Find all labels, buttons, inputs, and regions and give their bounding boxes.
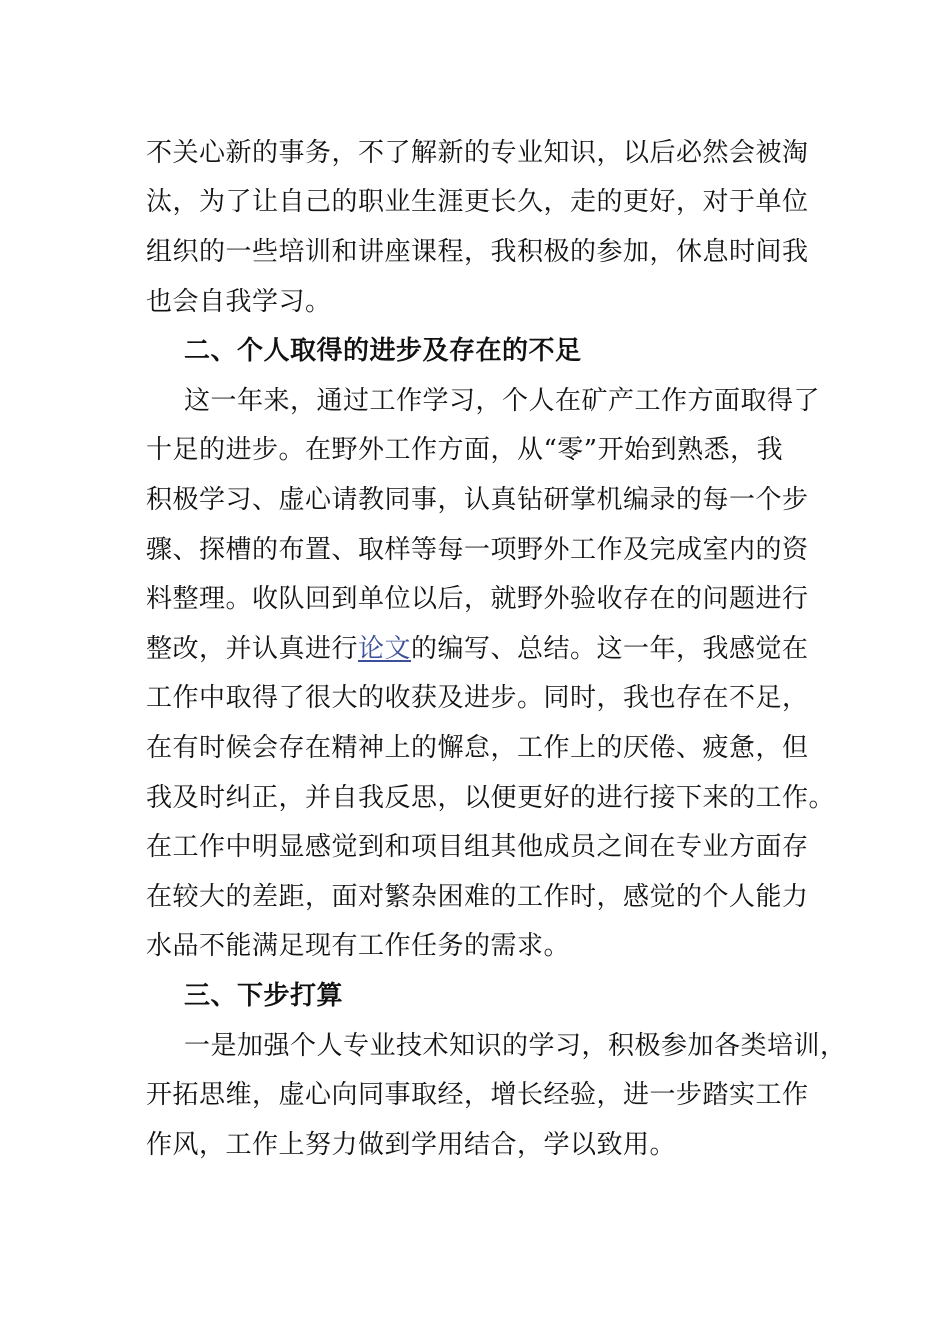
paragraph-line: 在工作中明显感觉到和项目组其他成员之间在专业方面存 [146, 832, 809, 862]
paragraph-line: 一是加强个人专业技术知识的学习，积极参加各类培训， [184, 1031, 847, 1061]
paragraph-line-with-link [146, 633, 809, 665]
paragraph-line: 骤、探槽的布置、取样等每一项野外工作及完成室内的资 [146, 535, 809, 565]
paragraph-line: 水品不能满足现有工作任务的需求。 [146, 931, 571, 961]
section-heading-2: 二、个人取得的进步及存在的不足 [184, 336, 582, 366]
paragraph-line: 料整理。收队回到单位以后，就野外验收存在的问题进行 [146, 584, 809, 614]
paragraph-line: 我及时纠正，并自我反思，以便更好的进行接下来的工作。 [146, 783, 836, 813]
link-prefix-text: 整改，并认真进行 [146, 634, 359, 664]
paragraph-line: 也会自我学习。 [146, 287, 332, 317]
link-suffix-text: 的编写、总结。这一年，我感觉在 [411, 634, 809, 664]
paragraph-line: 积极学习、虚心请教同事，认真钻研掌机编录的每一个步 [146, 485, 809, 515]
paragraph-line: 这一年来，通过工作学习，个人在矿产工作方面取得了 [184, 386, 821, 416]
paragraph-line: 开拓思维，虚心向同事取经，增长经验，进一步踏实工作 [146, 1080, 809, 1110]
paragraph-line: 十足的进步。在野外工作方面，从“零”开始到熟悉，我 [146, 435, 784, 465]
paragraph-line: 组织的一些培训和讲座课程，我积极的参加，休息时间我 [146, 237, 809, 267]
paragraph-line: 汰，为了让自己的职业生涯更长久，走的更好，对于单位 [146, 187, 809, 217]
paragraph-line: 工作中取得了很大的收获及进步。同时，我也存在不足， [146, 683, 809, 713]
paragraph-line: 在有时候会存在精神上的懈怠，工作上的厌倦、疲惫，但 [146, 733, 809, 763]
paragraph-line: 作风，工作上努力做到学用结合，学以致用。 [146, 1130, 677, 1160]
section-heading-3: 三、下步打算 [184, 981, 344, 1011]
paragraph-line: 不关心新的事务，不了解新的专业知识，以后必然会被淘 [146, 138, 809, 168]
thesis-link[interactable]: 论文 [358, 634, 412, 664]
paragraph-line: 在较大的差距，面对繁杂困难的工作时，感觉的个人能力 [146, 882, 809, 912]
